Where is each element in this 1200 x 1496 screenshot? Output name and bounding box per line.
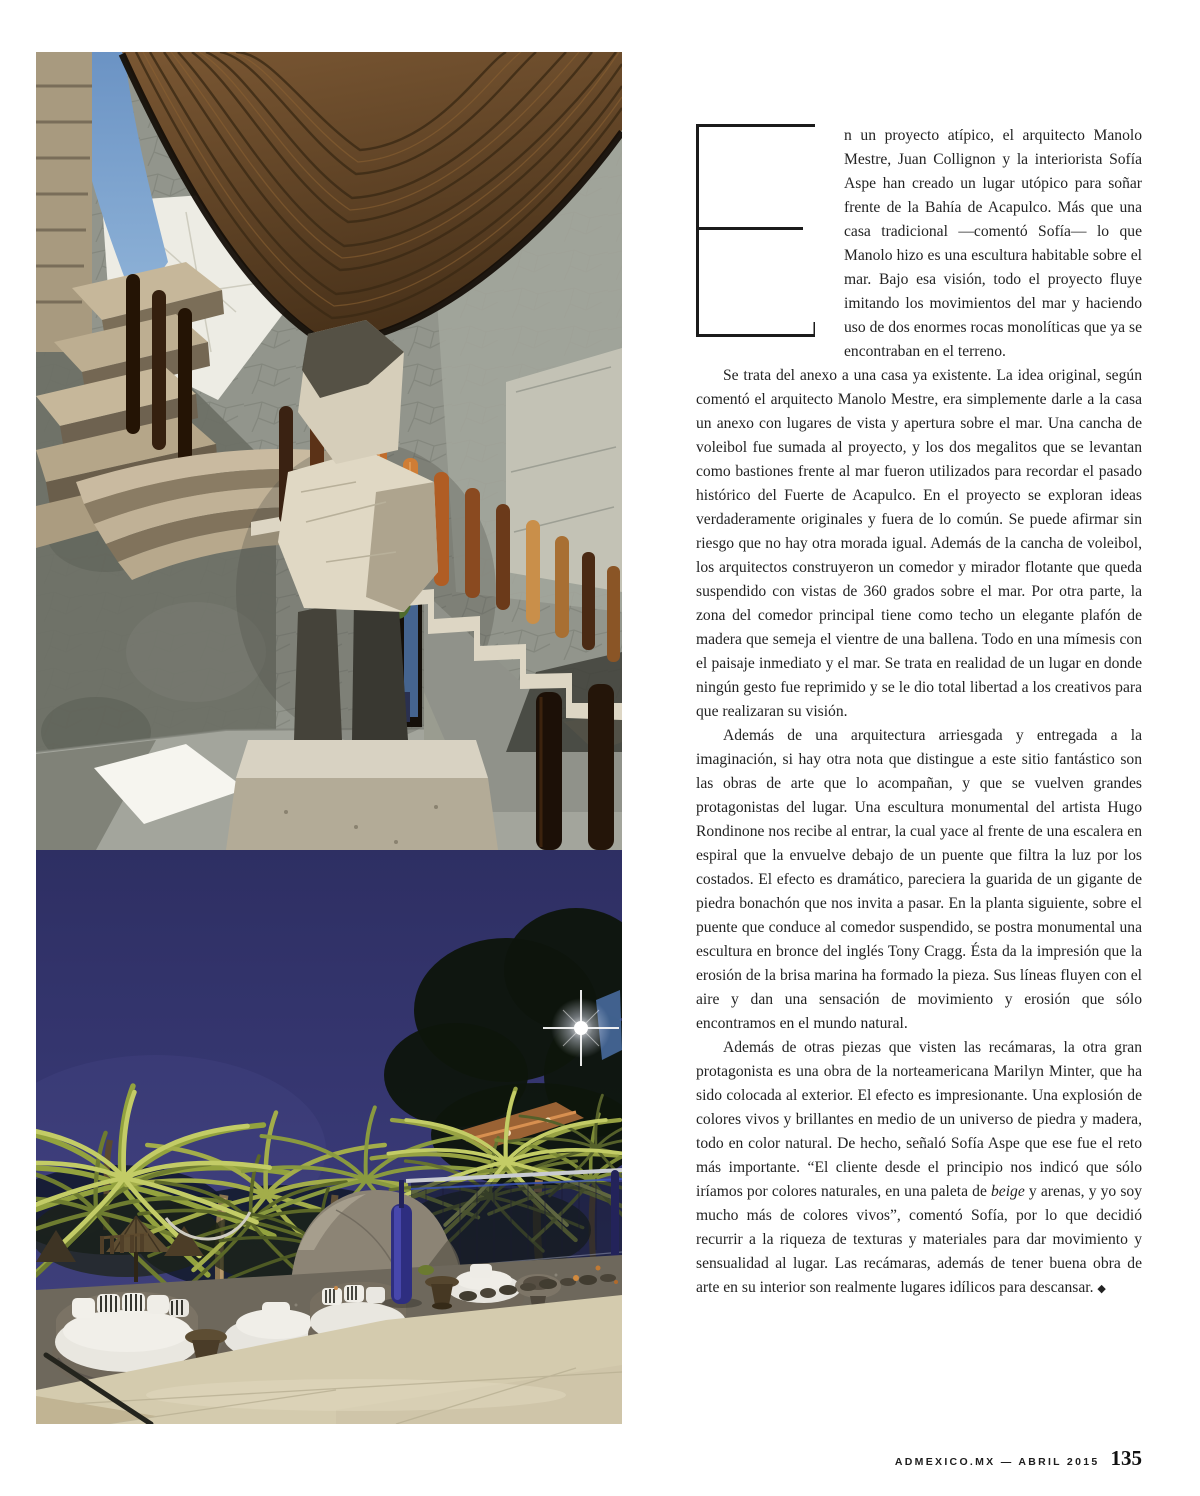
paragraph-lead (696, 124, 1142, 364)
text-segment: Se trata del anexo a una casa ya existente. La idea original, según comentó el arquitecto Manolo Mestre, era simplemente darle a la casa un anexo con lugares de vista y apertura sobre el mar. Una cancha de voleibol fue sumada al proyecto, y los dos megalitos que se levantan como bastiones frente al mar fueron utilizados para recordar el pasado histórico del Fuerte de Acapulco. En el proyecto se exploran ideas verdaderamente originales y fuera de lo común. Se puede afirmar sin riesgo que no hay otra morada igual. Además de la cancha de voleibol, los arquitectos construyeron un comedor y mirador flotante que queda suspendido con vistas de 360 grados sobre el mar. Por otra parte, la zona del comedor principal tiene como techo un elegante plafón de madera que semeja el vientre de una ballena. Todo en una mímesis con el paisaje inmediato y el mar. Se trata en realidad de un lugar en donde ningún gesto fue reprimido y se le dio total libertad a los creativos para que realizaran su visión. (696, 367, 1142, 720)
page-number: 135 (1110, 1446, 1142, 1470)
paragraph-text (844, 127, 1142, 360)
night-court-illustration (36, 850, 622, 1424)
drop-cap-E (696, 124, 844, 342)
text-segment: y arenas, y yo soy mucho más de colores vivos”, comentó Sofía, por lo que decidió recurrir a la riqueza de texturas y materiales para dar movimiento y sensualidad al lugar. Las recámaras, además de tener buena obra de arte en su interior son realmente lugares idílicos para descansar. (696, 1183, 1143, 1296)
staircase-photo-illustration (36, 52, 622, 850)
text-segment: Además de una arquitectura arriesgada y entregada a la imaginación, si hay otra nota que distingue a este sitio fantástico son las obras de arte que lo acompañan, y que se vuelven grandes protagonistas del lugar. Una escultura monumental del artista Hugo Rondinone nos recibe al entrar, la cual yace al frente de una escalera en espiral que la envuelve debajo de un puente que filtra la luz por los costados. El efecto es dramático, pareciera la guarida de un gigante de piedra bonachón que nos invita a pasar. En la planta siguiente, sobre el puente que conduce al comedor suspendido, se postra monumental una escultura en bronce del inglés Tony Cragg. Ésta da la impresión que la erosión de la brisa marina ha formado la pieza. Sus líneas fluyen con el aire y dan una sensación de movimiento y erosión que sólo encontramos en el mundo natural. (696, 727, 1142, 1032)
paragraph (696, 364, 1142, 724)
text-segment: n un proyecto atípico, el arquitecto Manolo Mestre, Juan Collignon y la interiorista Sofía Aspe han creado un lugar utópico para soñar frente de la Bahía de Acapulco. Más que una casa tradicional —comentó Sofía— lo que Manolo hizo es una escultura habitable sobre el mar. Bajo esa visión, todo el proyecto fluye imitando los movimientos del mar y haciendo uso de dos enormes rocas monolíticas que ya se encontraban en el terreno. (844, 127, 1142, 360)
footer-site-issue: ADMEXICO.MX — ABRIL 2015 (894, 1456, 1100, 1468)
photo-night-volleyball-court (36, 850, 622, 1424)
page-footer (895, 1446, 1142, 1471)
paragraph (696, 724, 1142, 1036)
photo-staircase-sculpture (36, 52, 622, 850)
text-segment: Además de otras piezas que visten las recámaras, la otra gran protagonista es una obra de la norteamericana Marilyn Minter, que ha sido colocada al exterior. El efecto es impresionante. Una explosión de colores vivos y brillantes en medio de un universo de piedra y madera, todo en color natural. De hecho, señaló Sofía Aspe que ese fue el reto más importante. “El cliente desde el principio nos indicó que sólo iríamos por colores naturales, en una paleta de (696, 1039, 1142, 1200)
end-mark-diamond: ◆ (1097, 1282, 1106, 1295)
text-segment: beige (991, 1183, 1025, 1200)
drop-cap-E-glyph (696, 124, 815, 337)
article-column (696, 124, 1142, 1301)
striped-pillows-2 (322, 1285, 385, 1305)
paragraph (696, 1036, 1142, 1301)
